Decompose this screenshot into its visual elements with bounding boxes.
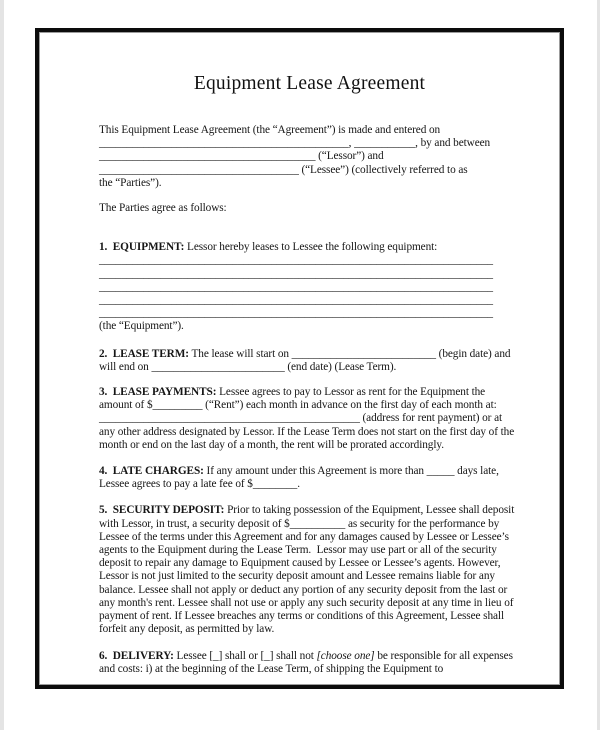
choose-one-instruction: [choose one]: [316, 649, 375, 662]
fill-in-blank-line: _______________________________________________________________________: [99, 294, 493, 307]
scan-edge-artifact-left: [0, 0, 4, 730]
fill-in-blank-line: _______________________________________________________________________: [99, 307, 493, 320]
parties-agree-line: The Parties agree as follows:: [99, 202, 227, 215]
section-equipment-label: 1. EQUIPMENT:: [99, 241, 185, 254]
section-lease-payments-label: 3. LEASE PAYMENTS:: [99, 386, 217, 399]
section-lease-term-text: The lease will start on __________________________ (begin date) and will end on ________________________ (end date) (Lease Term).: [99, 347, 511, 373]
section-lease-term: [99, 348, 520, 374]
section-lease-payments-text: Lessee agrees to pay to Lessor as rent for the Equipment the amount of $_________ (“Rent”) each month in advance on the first day of each month at: _______________________________________________ (address for rent payment) or at any other address designated by Lessor. If the Lease Term does not start on the first day of the month or end on the last day of a month, the rent will be prorated accordingly.: [99, 386, 515, 451]
intro-line: This Equipment Lease Agreement (the “Agreement”) is made and entered on: [99, 124, 441, 136]
section-security-deposit: [99, 504, 520, 636]
section-late-charges: [99, 465, 520, 491]
section-security-deposit-label: 5. SECURITY DEPOSIT:: [99, 504, 225, 517]
section-late-charges-text: If any amount under this Agreement is more than _____ days late, Lessee agrees to pay a late fee of $________.: [99, 465, 499, 491]
section-security-deposit-text: Prior to taking possession of the Equipment, Lessee shall deposit with Lessor, in trust, a security deposit of $__________ as security for the performance by Lessee of the terms under this Agreement and for any damages caused by Lessee or Lessee’s agents to the Equipment during the Lease Term. Lessor may use part or all of the security deposit to repair any damage to Equipment caused by Lessee or Lessee’s agents. However, Lessor is not just limited to the security deposit amount and Lessee remains liable for any balance. Lessee shall not apply or deduct any portion of any security deposit from the last or any month's rent. Lessee shall not use or apply any such security deposit at any time in lieu of payment of rent. If Lessee breaches any terms or conditions of this Agreement, Lessee shall forfeit any deposit, as permitted by law.: [99, 504, 515, 636]
document-title: Equipment Lease Agreement: [193, 73, 426, 94]
section-delivery-label: 6. DELIVERY:: [99, 649, 174, 662]
equipment-blank-lines: [99, 254, 520, 320]
lessor-fill-in-line: _______________________________________ (“Lessor”) and: [99, 150, 384, 163]
section-equipment: [99, 241, 520, 254]
fill-in-blank-line: _______________________________________________________________________: [99, 280, 493, 293]
intro-line-parties: the “Parties”).: [99, 176, 162, 189]
section-lease-term-label: 2. LEASE TERM:: [99, 347, 189, 360]
fill-in-blank-line: _______________________________________________________________________: [99, 254, 493, 267]
section-late-charges-label: 4. LATE CHARGES:: [99, 465, 204, 478]
document-body: [39, 32, 560, 676]
intro-fill-in-line: _____________________________________________, ___________, by and between: [99, 137, 491, 150]
section-equipment-text: Lessor hereby leases to Lessee the following equipment:: [187, 241, 438, 254]
intro-paragraph: [99, 124, 520, 190]
section-lease-payments: [99, 386, 520, 452]
section-delivery-text-pre: Lessee [_] shall or [_] shall not: [176, 649, 317, 662]
page-border-frame: [35, 28, 564, 689]
equipment-defined-term: (the “Equipment”).: [99, 320, 184, 333]
lessee-fill-in-line: ____________________________________ (“Lessee”) (collectively referred to as: [99, 163, 468, 176]
section-delivery: [99, 650, 520, 676]
section-delivery-text-post: be responsible for all expenses and costs: i) at the beginning of the Lease Term, of shipping the Equipment to: [99, 649, 513, 675]
fill-in-blank-line: _______________________________________________________________________: [99, 267, 493, 280]
